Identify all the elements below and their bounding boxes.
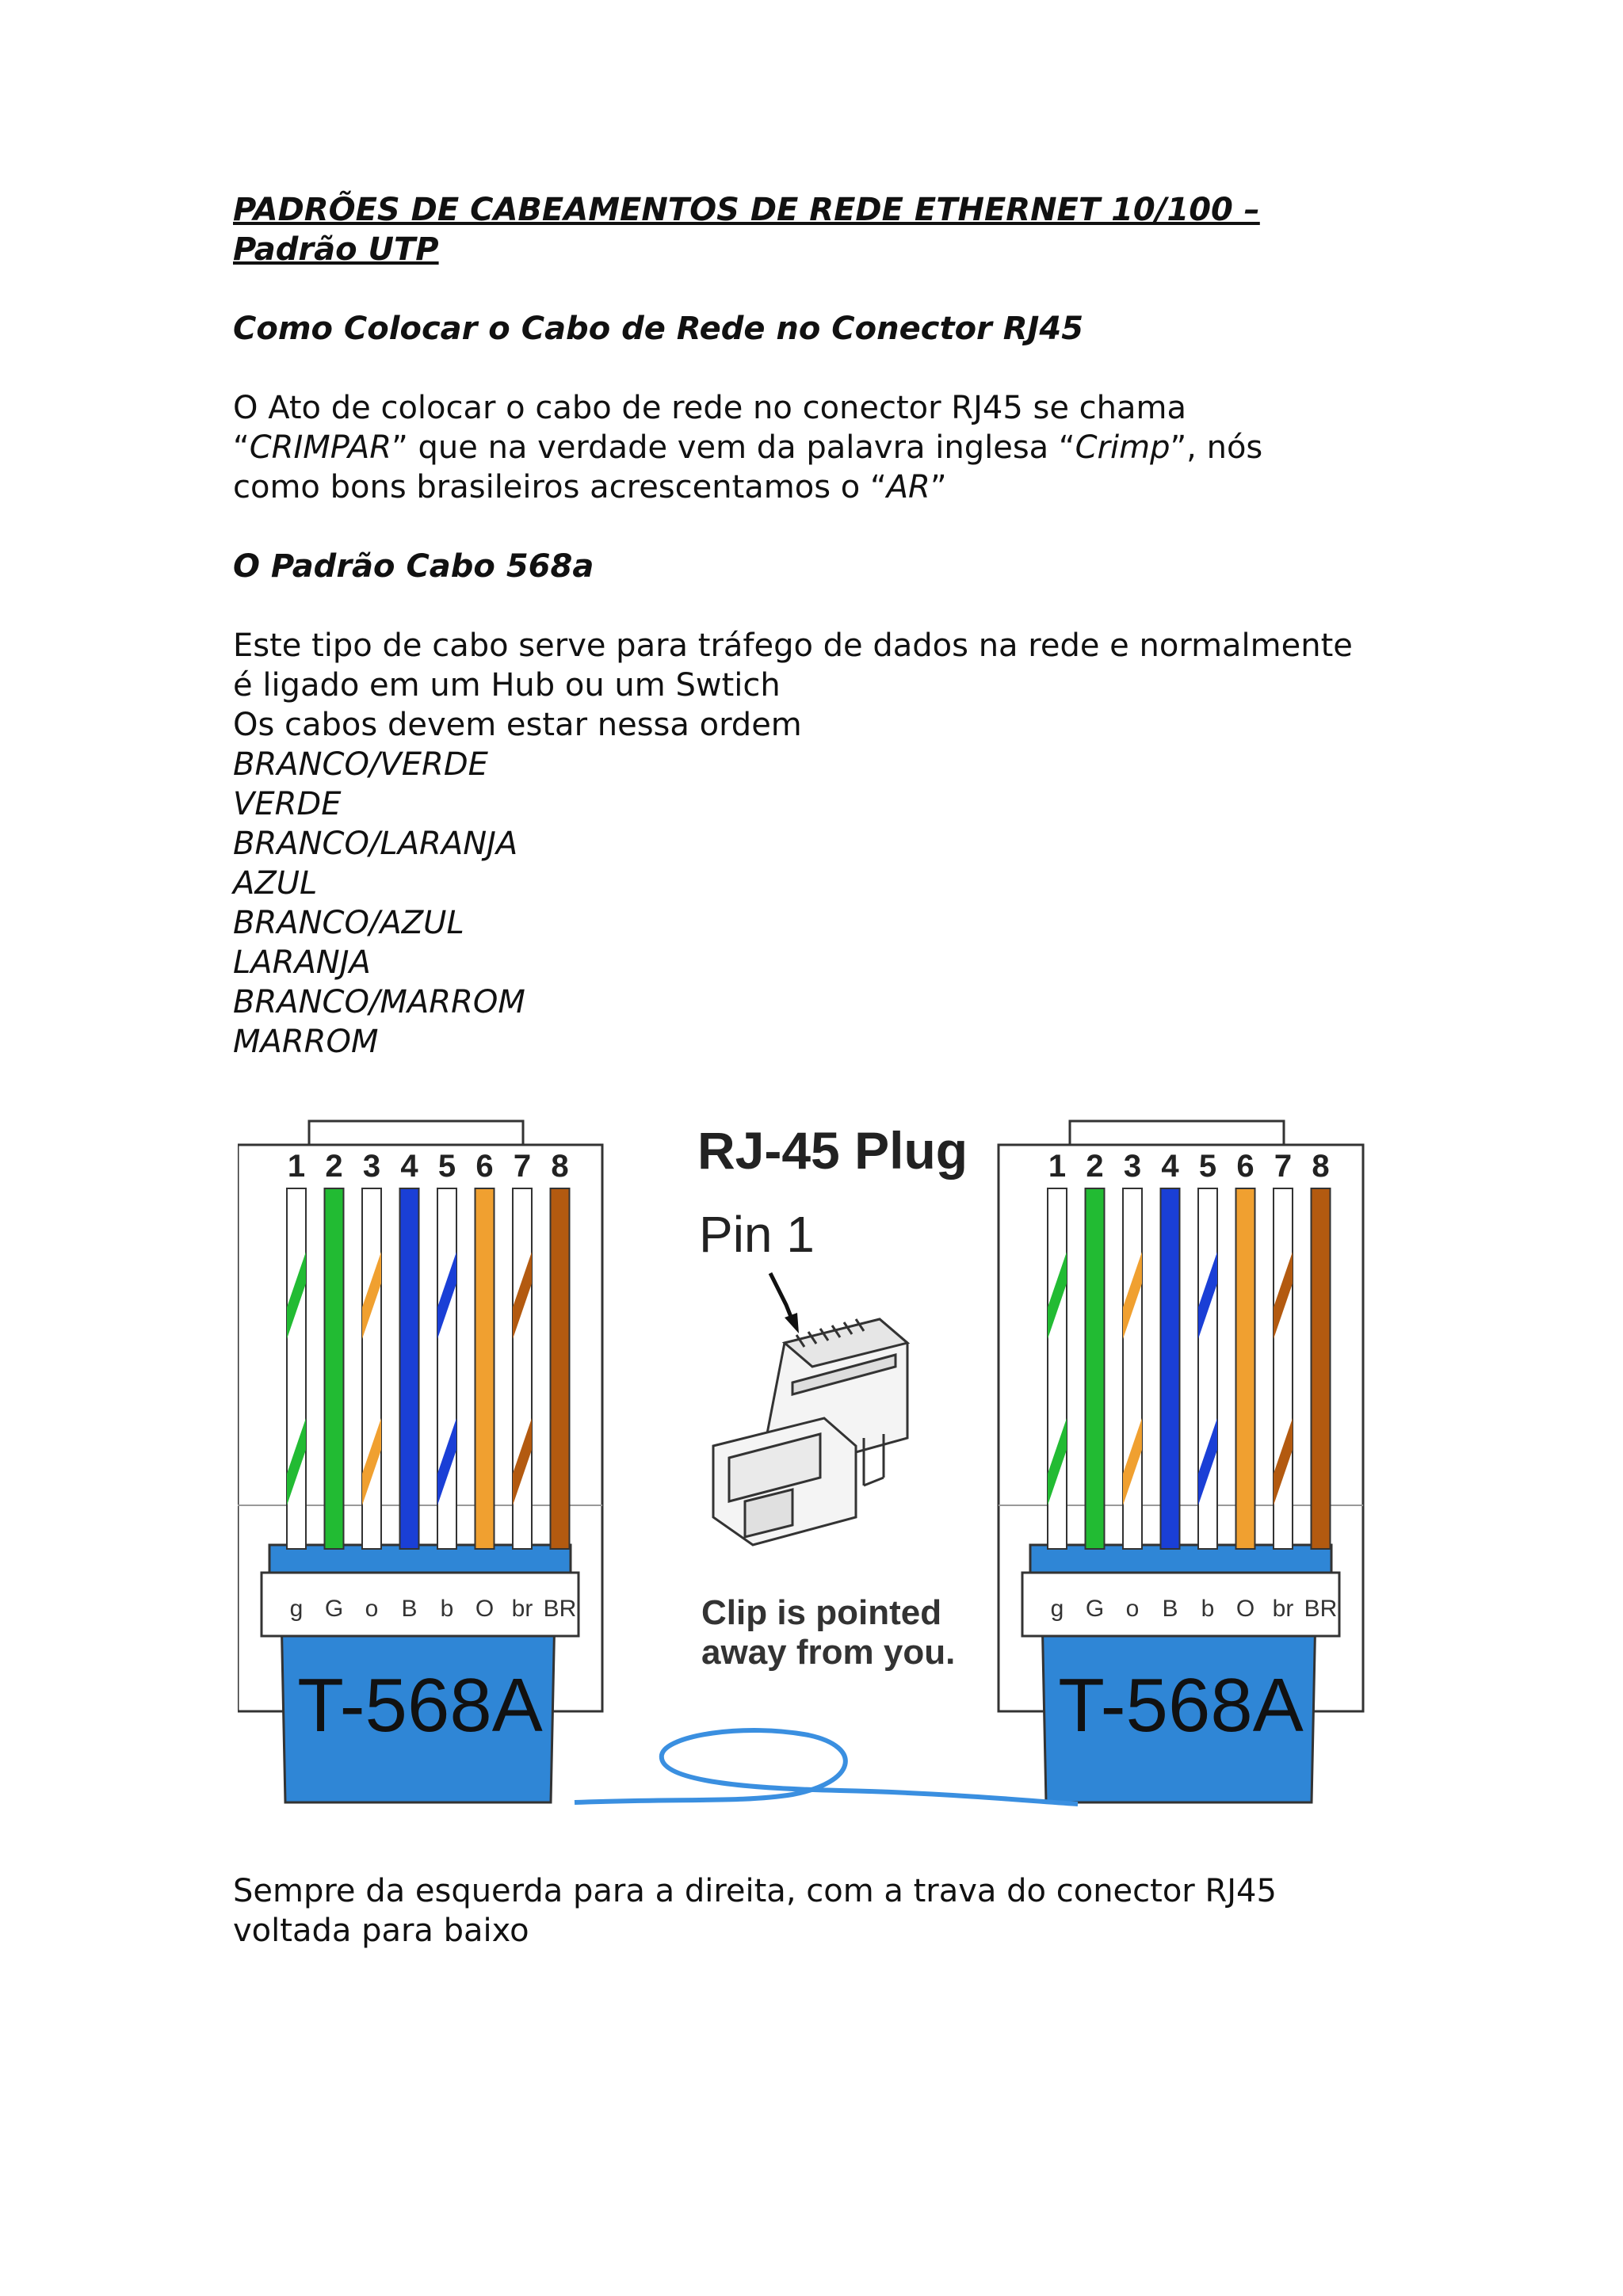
wire-solid [551,1188,570,1549]
intro-ar: AR [886,469,930,505]
wire-solid [1161,1188,1180,1549]
intro-crimpar: CRIMPAR [249,429,392,466]
title-line-2: Padrão UTP [233,231,439,268]
heading-568a: O Padrão Cabo 568a [233,548,594,585]
color-order-item: BRANCO/LARANJA [233,826,518,862]
description-paragraph [233,626,1422,745]
intro-line-3: como bons brasileiros acrescentamos o “ [233,469,887,505]
pin-number: 3 [1123,1149,1142,1184]
color-order-item: MARROM [233,1024,379,1060]
connector-left [238,1121,602,1802]
color-order-item: BRANCO/MARROM [233,984,525,1020]
intro-line-2-end: ”, nós [1170,429,1263,466]
pin-1-arrow [770,1273,799,1333]
wire-code-label: BR [1304,1596,1338,1622]
cable-loop [575,1730,1078,1804]
pin-number: 5 [437,1149,456,1184]
pin-number: 3 [362,1149,381,1184]
wire-code-label: o [1125,1596,1140,1622]
intro-crimp: Crimp [1075,429,1170,466]
wire-code-label: b [1201,1596,1215,1622]
rj45-wiring-diagram [238,1105,1395,1826]
pin-number: 8 [551,1149,569,1184]
wire-code-label: g [289,1596,304,1622]
wire-code-label: B [1162,1596,1178,1622]
wire-code-label: B [401,1596,418,1622]
wire-code-label: G [1085,1596,1105,1622]
pin-number: 6 [475,1149,494,1184]
intro-line-1: O Ato de colocar o cabo de rede no conector RJ45 se chama [233,390,1187,426]
desc-line-2: é ligado em um Hub ou um Swtich [233,667,781,704]
desc-line-3: Os cabos devem estar nessa ordem [233,707,802,743]
footer-line-2: voltada para baixo [233,1913,529,1949]
intro-line-3-end: ” [930,469,947,505]
pin-number: 4 [400,1149,418,1184]
connector-right [999,1121,1363,1802]
wire-code-label: BR [543,1596,577,1622]
rj45-plug-illustration [713,1319,907,1545]
pin-number: 7 [513,1149,532,1184]
title-line-1: PADRÕES DE CABEAMENTOS DE REDE ETHERNET 10/100 – [233,192,1260,228]
pin-number: 2 [325,1149,343,1184]
standard-label-right: T-568A [1058,1663,1304,1748]
wire-code-label: br [1272,1596,1294,1622]
desc-line-1: Este tipo de cabo serve para tráfego de dados na rede e normalmente [233,627,1353,664]
wire-solid [475,1188,495,1549]
intro-paragraph [233,388,1422,507]
pin-number: 7 [1274,1149,1293,1184]
clip-note-line-2: away from you. [701,1633,956,1672]
wire-solid [325,1188,344,1549]
document-body [233,190,1422,1062]
connector-latch [1070,1121,1284,1145]
clip-note-line-1: Clip is pointed [701,1593,942,1632]
heading-crimping: Como Colocar o Cabo de Rede no Conector RJ45 [233,311,1084,347]
pin-1-label: Pin 1 [699,1206,815,1263]
wire-solid [1312,1188,1331,1549]
wire-code-label: O [1235,1596,1255,1622]
connector-latch [309,1121,523,1145]
wire-code-label: O [475,1596,495,1622]
color-order-item: LARANJA [233,944,371,981]
wire-code-label: b [440,1596,454,1622]
wire-solid [1236,1188,1255,1549]
standard-label-left: T-568A [297,1663,543,1748]
wire-code-label: G [324,1596,344,1622]
pin-number: 5 [1198,1149,1217,1184]
wire-code-label: g [1050,1596,1064,1622]
color-order-item: VERDE [233,786,342,822]
pin-number: 1 [287,1149,306,1184]
intro-quote-open: “ [233,429,250,466]
pin-number: 1 [1048,1149,1067,1184]
plug-title: RJ-45 Plug [697,1121,968,1180]
color-order-list [233,745,1422,1062]
footer-line-1: Sempre da esquerda para a direita, com a trava do conector RJ45 [233,1873,1277,1909]
wire-code-label: o [365,1596,379,1622]
wire-code-label: br [511,1596,533,1622]
color-order-item: BRANCO/VERDE [233,746,488,783]
document-title [233,190,1422,269]
pin-number: 2 [1086,1149,1104,1184]
pin-number: 4 [1161,1149,1179,1184]
pin-number: 8 [1312,1149,1330,1184]
footer-note [233,1871,1422,1951]
color-order-item: AZUL [233,865,318,902]
intro-line-2: ” que na verdade vem da palavra inglesa “ [391,429,1075,466]
pin-number: 6 [1236,1149,1254,1184]
wire-solid [400,1188,419,1549]
color-order-item: BRANCO/AZUL [233,905,464,941]
wire-solid [1086,1188,1105,1549]
